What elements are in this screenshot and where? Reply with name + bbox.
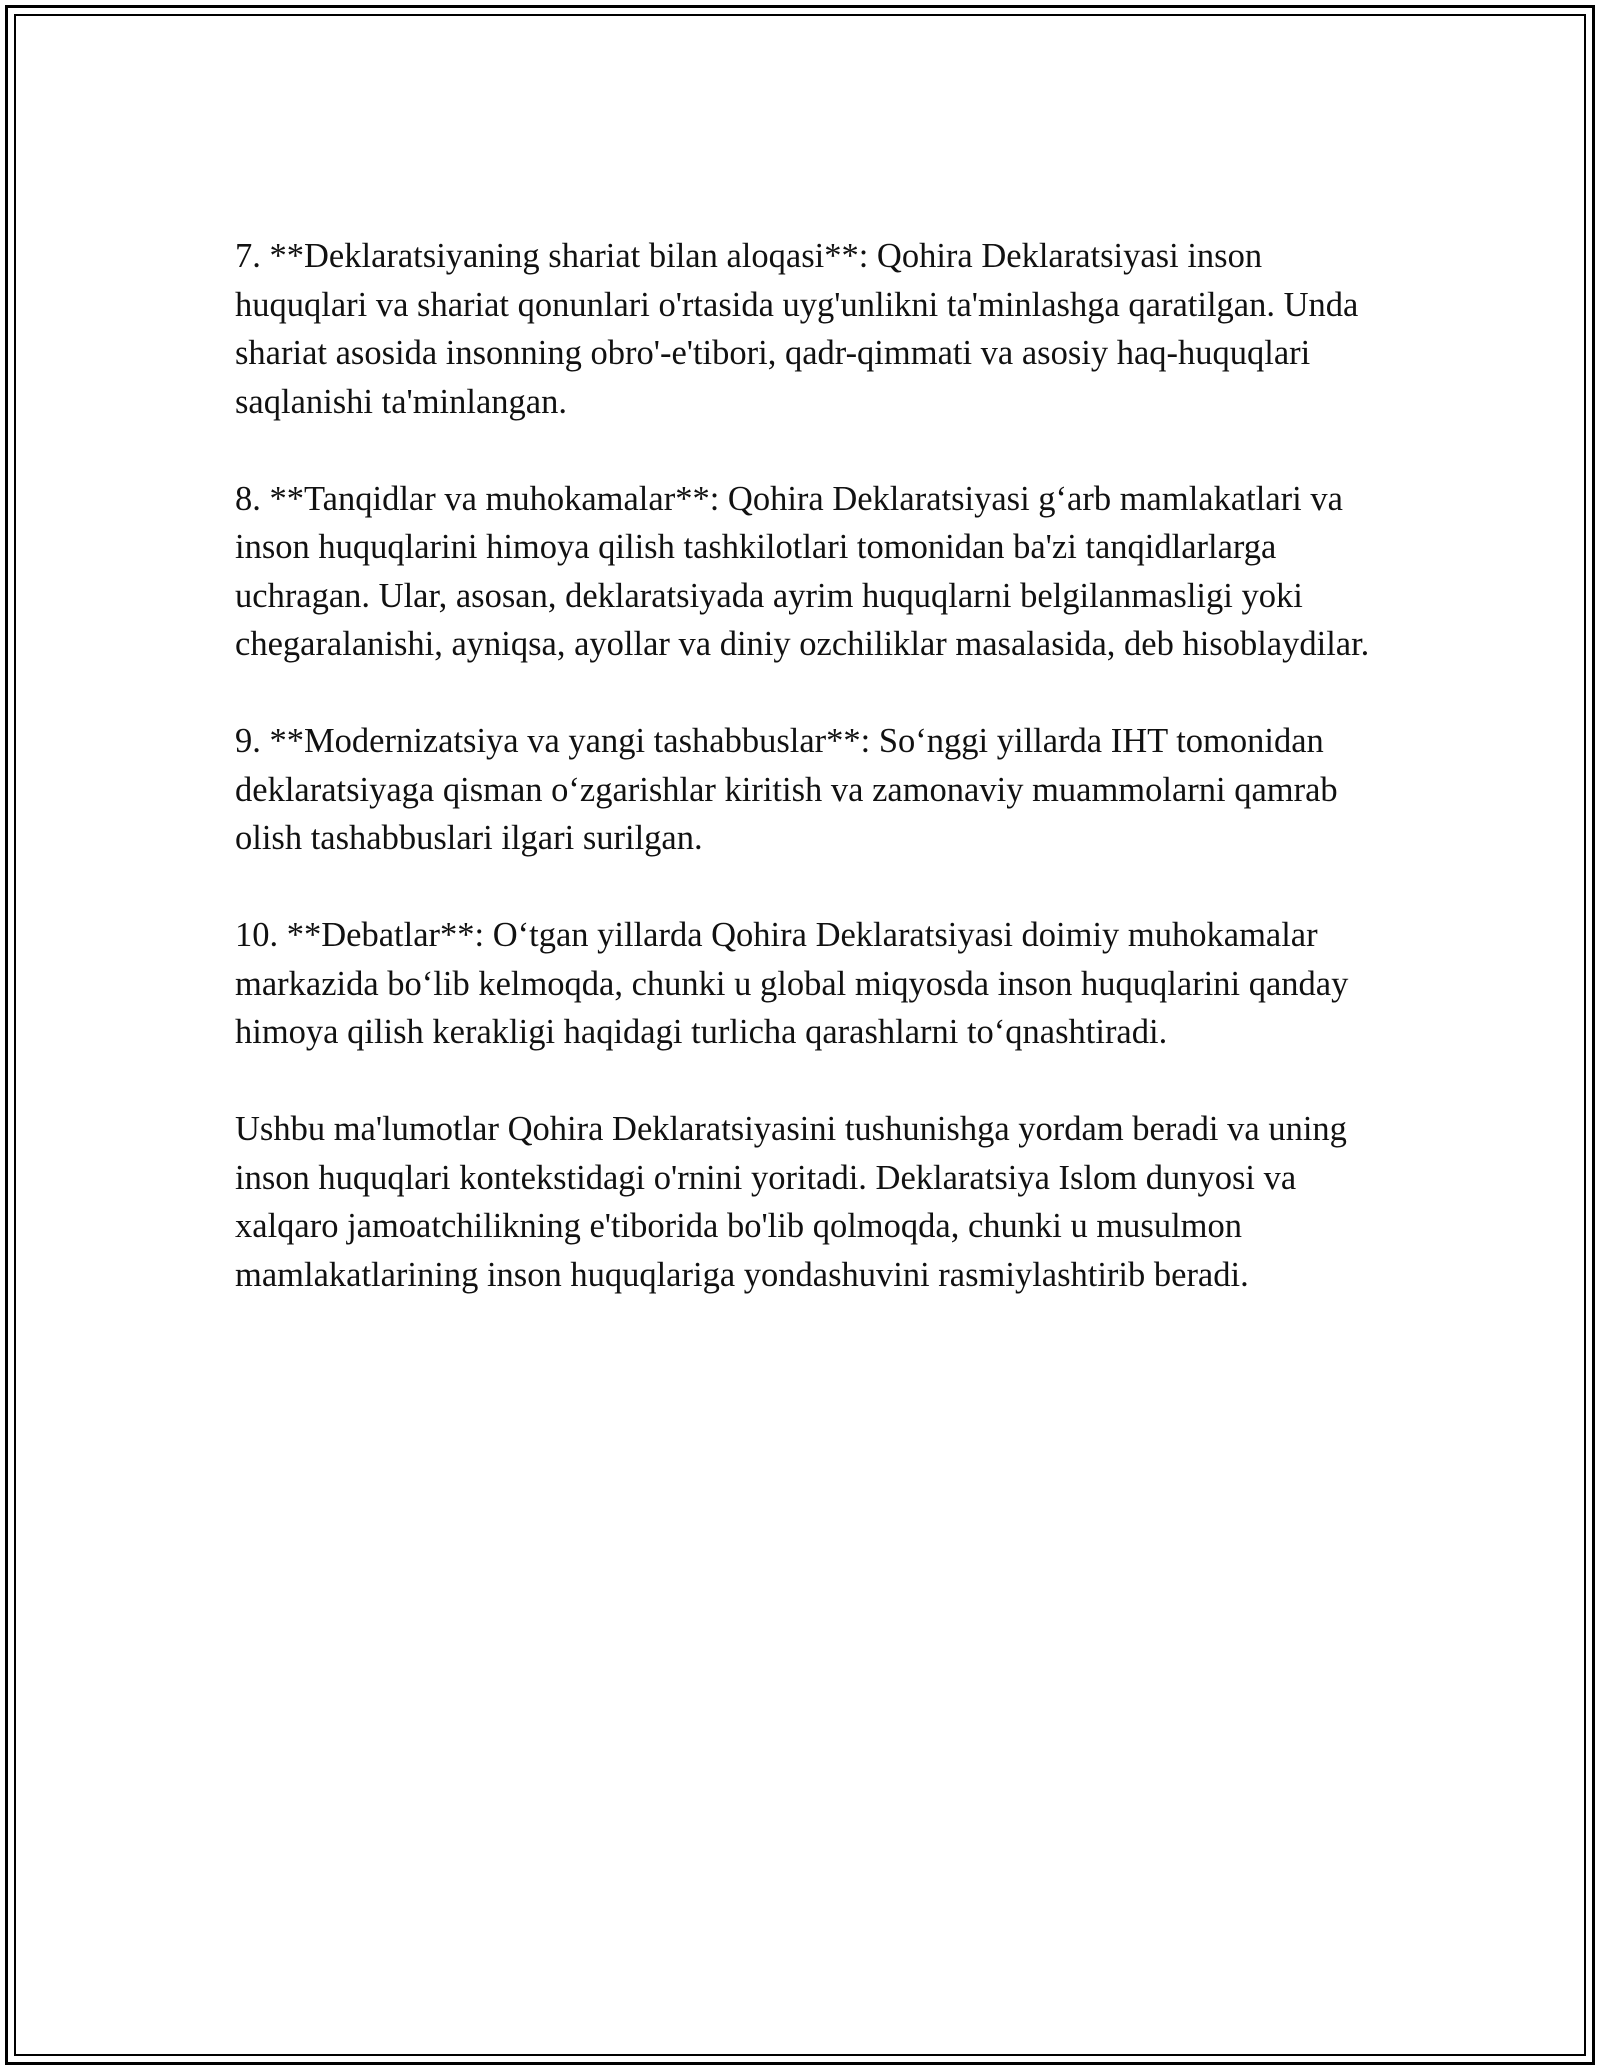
document-body [235, 232, 1385, 1348]
paragraph-item-10: 10. **Debatlar**: O‘tgan yillarda Qohira Deklaratsiyasi doimiy muhokamalar markazida bo‘lib kelmoqda, chunki u global miqyosda inson huquqlarini qanday himoya qilish kerakligi haqidagi turlicha qarashlarni to‘qnashtiradi. [235, 916, 1349, 1051]
paragraph-summary: Ushbu ma'lumotlar Qohira Deklaratsiyasini tushunishga yordam beradi va uning inson huquqlari kontekstidagi o'rnini yoritadi. Deklaratsiya Islom dunyosi va xalqaro jamoatchilikning e'tiborida bo'lib qolmoqda, chunki u musulmon mamlakatlarining inson huquqlariga yondashuvini rasmiylashtirib beradi. [235, 1110, 1347, 1294]
paragraph-item-9: 9. **Modernizatsiya va yangi tashabbuslar**: So‘nggi yillarda IHT tomonidan deklaratsiyaga qisman o‘zgarishlar kiritish va zamonaviy muammolarni qamrab olish tashabbuslari ilgari surilgan. [235, 722, 1338, 857]
paragraph-item-8: 8. **Tanqidlar va muhokamalar**: Qohira Deklaratsiyasi g‘arb mamlakatlari va inson huquqlarini himoya qilish tashkilotlari tomonidan ba'zi tanqidlarlarga uchragan. Ular, asosan, deklaratsiyada ayrim huquqlarni belgilanmasligi yoki chegaralanishi, ayniqsa, ayollar va diniy ozchiliklar masalasida, deb hisoblaydilar. [235, 479, 1370, 663]
paragraph-item-7: 7. **Deklaratsiyaning shariat bilan aloqasi**: Qohira Deklaratsiyasi inson huquqlari va shariat qonunlari o'rtasida uyg'unlikni ta'minlashga qaratilgan. Unda shariat asosida insonning obro'-e'tibori, qadr-qimmati va asosiy haq-huquqlari saqlanishi ta'minlangan. [235, 237, 1359, 421]
